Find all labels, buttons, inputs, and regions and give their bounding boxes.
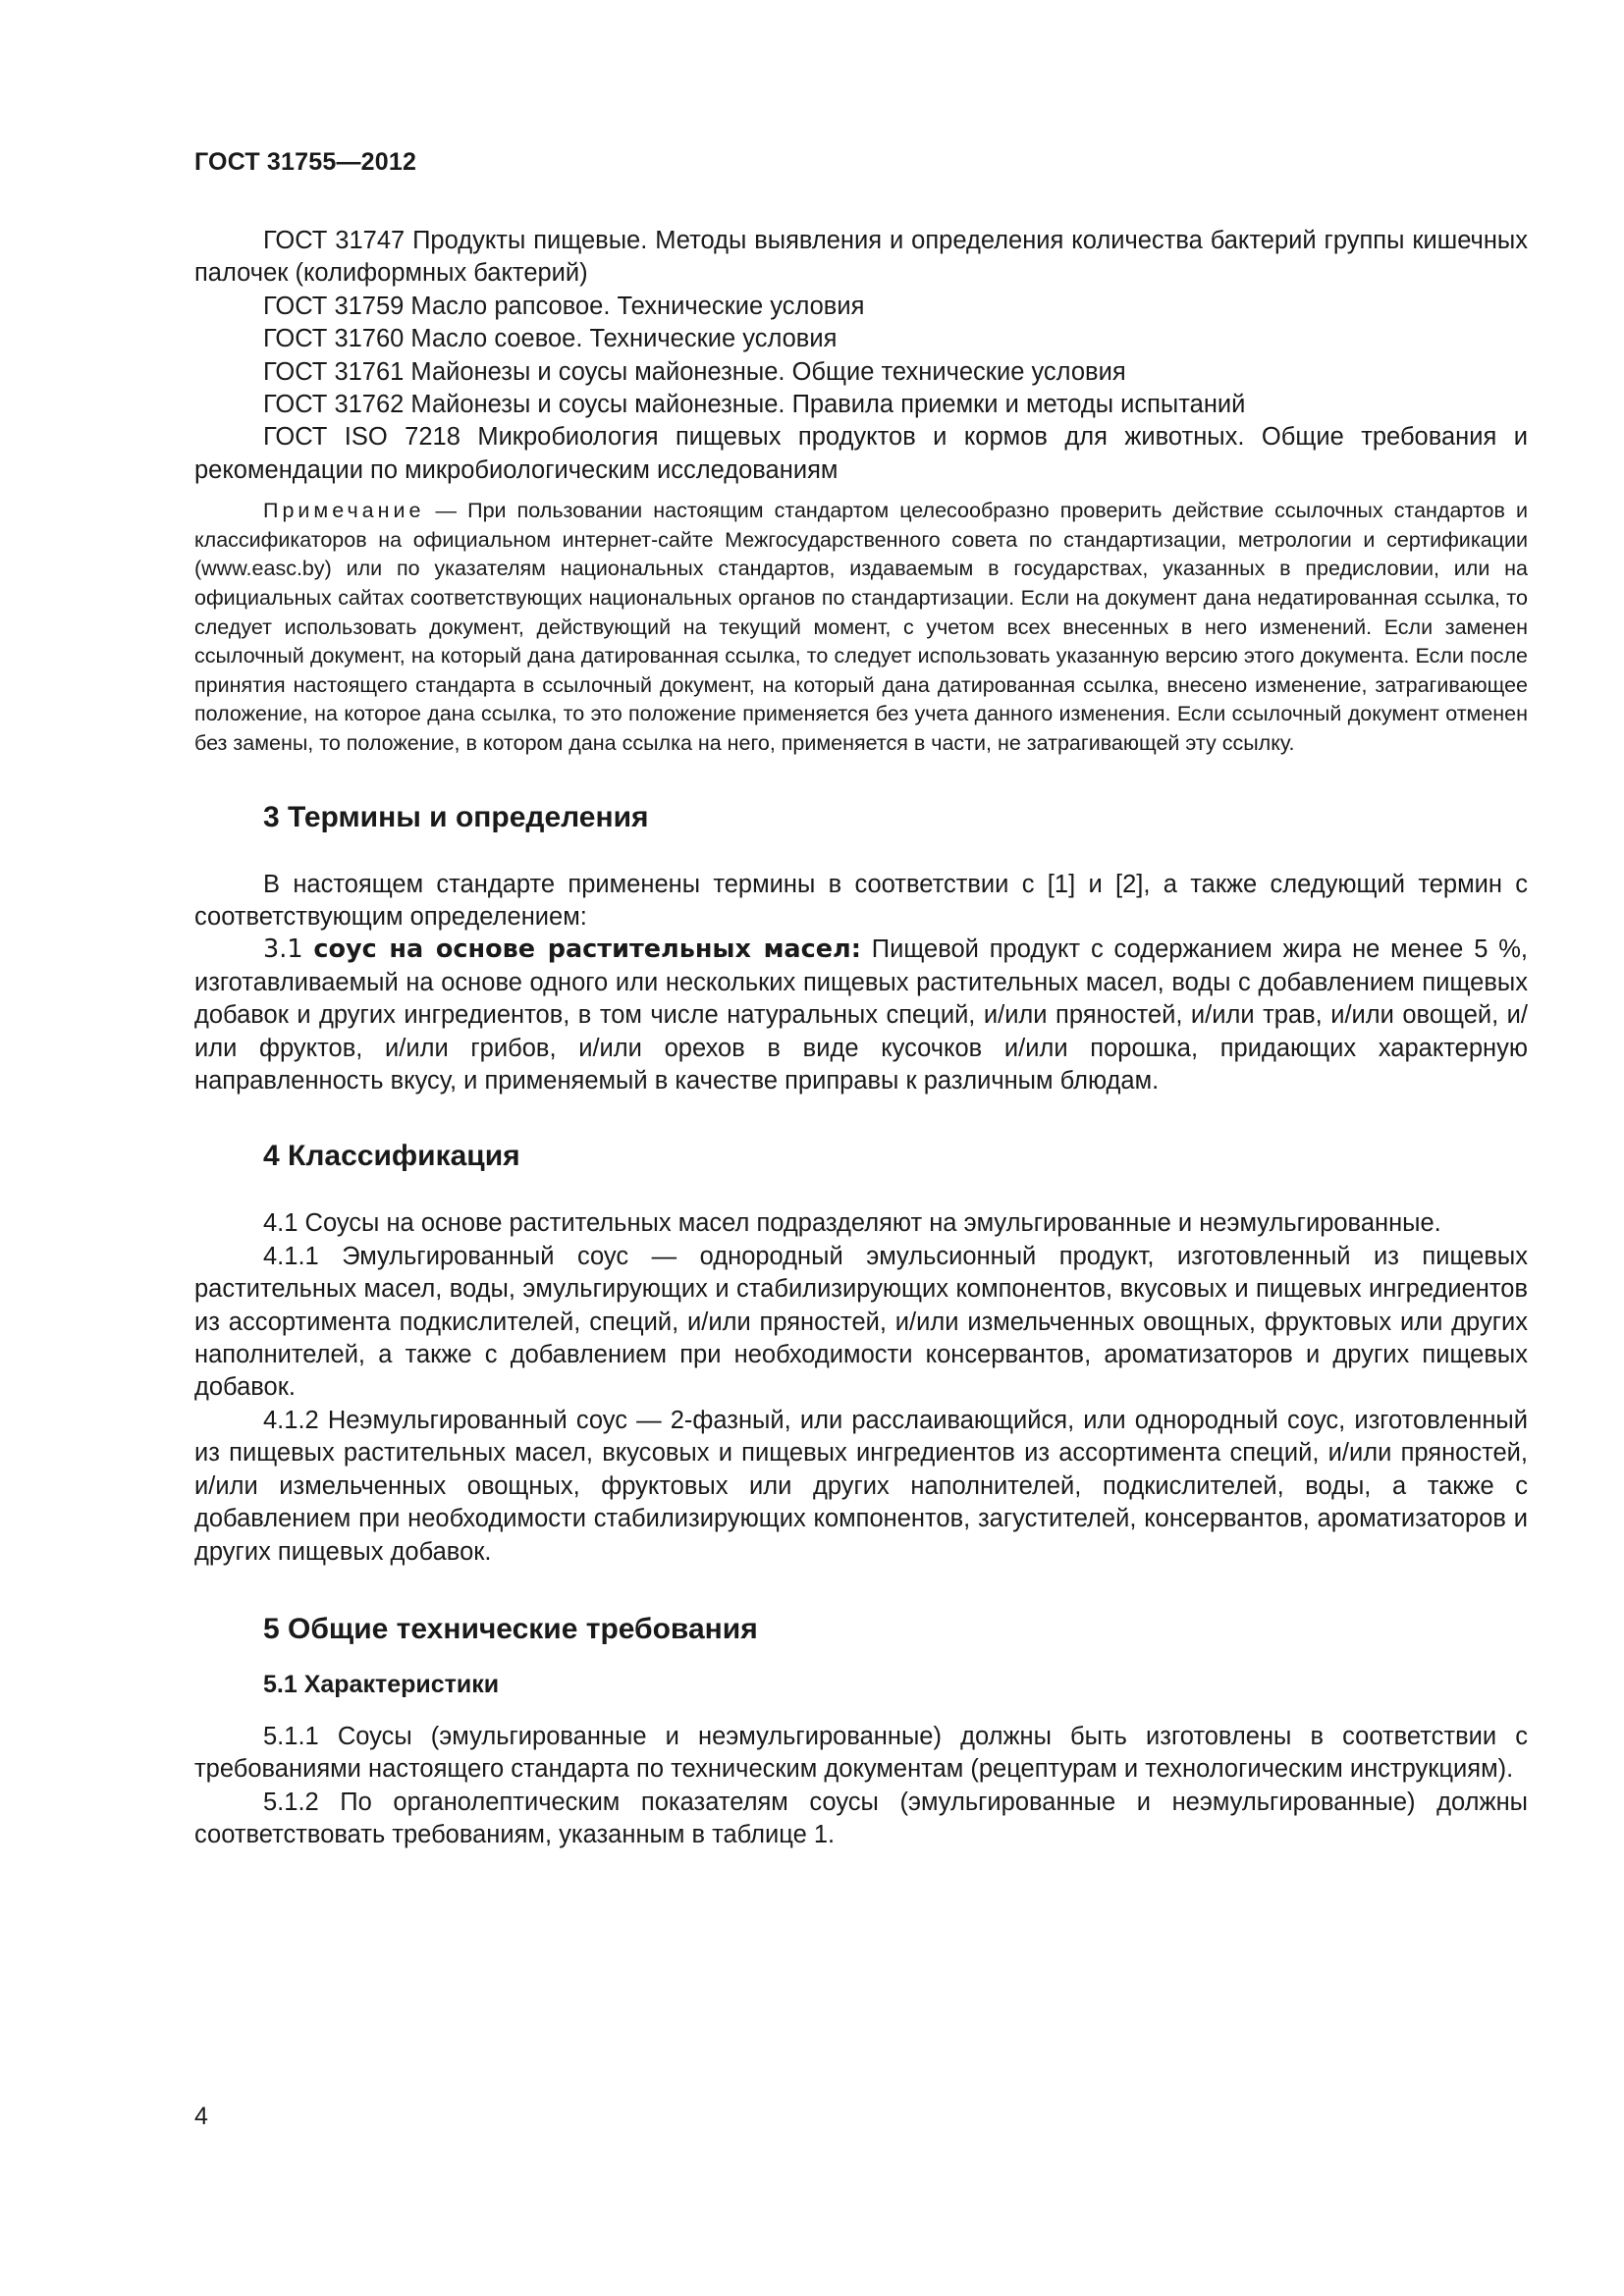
reference-note <box>194 497 1528 758</box>
section-5-subtitle: 5.1 Характеристики <box>263 1670 500 1698</box>
reference-item: ГОСТ 31760 Масло соевое. Технические условия <box>263 325 838 353</box>
section-3-intro: В настоящем стандарте применены термины в соответствии с [1] и [2], а также следующий термин с соответствующим определением: <box>194 870 1528 931</box>
section-5-paragraph: 5.1.2 По органолептическим показателям соусы (эмульгированные и неэмульгированные) должны соответствовать требованиям, указанным в таблице 1. <box>194 1788 1528 1849</box>
reference-item: ГОСТ 31759 Масло рапсовое. Технические условия <box>263 292 865 320</box>
section-4-paragraph: 4.1.2 Неэмульгированный соус — 2-фазный, или расслаивающийся, или однородный соус, изготовленный из пищевых растительных масел, вкусовых и пищевых ингредиентов из ассортимента специй, и/или пряностей, и/или измельченных овощных, фруктовых или других наполнителей, подкислителей, воды, а также с добавлением при необходимости стабилизирующих компонентов, загустителей, консервантов, ароматизаторов и других пищевых добавок. <box>194 1406 1528 1566</box>
term-definition <box>194 934 1528 1097</box>
reference-item: ГОСТ 31747 Продукты пищевые. Методы выявления и определения количества бактерий группы кишечных палочек (колиформных бактерий) <box>194 227 1528 288</box>
section-5-title: 5 Общие технические требования <box>263 1612 758 1645</box>
page-number: 4 <box>194 2103 208 2130</box>
note-text: — При пользовании настоящим стандартом целесообразно проверить действие ссылочных стандартов и классификаторов на официальном интернет-сайте Межгосударственного совета по стандартизации, метрологии и сертификации (www.easc.by) или по указателям национальных стандартов, издаваемым в государствах, указанных в предисловии, или на официальных сайтах соответствующих национальных органов по стандартизации. Если на документ дана недатированная ссылка, то следует использовать документ, действующий на текущий момент, с учетом всех внесенных в него изменений. Если заменен ссылочный документ, на который дана датированная ссылка, то следует использовать указанную версию этого документа. Если после принятия настоящего стандарта в ссылочный документ, на который дана датированная ссылка, внесено изменение, затрагивающее положение, на которое дана ссылка, то это положение применяется без учета данного изменения. Если ссылочный документ отменен без замены, то положение, в котором дана ссылка на него, применяется в части, не затрагивающей эту ссылку. <box>194 499 1528 755</box>
note-label: Примечание <box>263 499 425 523</box>
term-number: 3.1 <box>263 934 303 965</box>
term-definition-text: Пищевой продукт с содержанием жира не менее 5 %, изготавливаемый на основе одного или нескольких пищевых растительных масел, воды с добавлением пищевых добавок и других ингредиентов, в том числе натуральных специй, и/или пряностей, и/или трав, и/или овощей, и/или фруктов, и/или грибов, и/или орехов в виде кусочков и/или порошка, придающих характерную направленность вкусу, и применяемый в качестве приправы к различным блюдам. <box>194 935 1528 1095</box>
reference-item: ГОСТ 31761 Майонезы и соусы майонезные. Общие технические условия <box>263 357 1126 386</box>
section-3-title: 3 Термины и определения <box>263 800 649 833</box>
document-body <box>194 225 1528 1852</box>
reference-item: ГОСТ 31762 Майонезы и соусы майонезные. Правила приемки и методы испытаний <box>263 391 1246 419</box>
section-4-title: 4 Классификация <box>263 1140 520 1173</box>
reference-item: ГОСТ ISO 7218 Микробиология пищевых продуктов и кормов для животных. Общие требования и рекомендации по микробиологическим исследованиям <box>194 423 1528 484</box>
term-name: соус на основе растительных масел: <box>313 934 861 965</box>
section-4-paragraph: 4.1 Соусы на основе растительных масел подразделяют на эмульгированные и неэмульгированные. <box>263 1209 1441 1238</box>
document-header: ГОСТ 31755—2012 <box>194 148 417 176</box>
section-5-paragraph: 5.1.1 Соусы (эмульгированные и неэмульгированные) должны быть изготовлены в соответствии с требованиями настоящего стандарта по техническим документам (рецептурам и технологическим инструкциям). <box>194 1722 1528 1784</box>
section-4-paragraph: 4.1.1 Эмульгированный соус — однородный эмульсионный продукт, изготовленный из пищевых растительных масел, воды, эмульгирующих и стабилизирующих компонентов, вкусовых и пищевых ингредиентов из ассортимента подкислителей, специй, и/или пряностей, и/или измельченных овощных, фруктовых или других наполнителей, а также с добавлением при необходимости консервантов, ароматизаторов и других пищевых добавок. <box>194 1242 1528 1402</box>
